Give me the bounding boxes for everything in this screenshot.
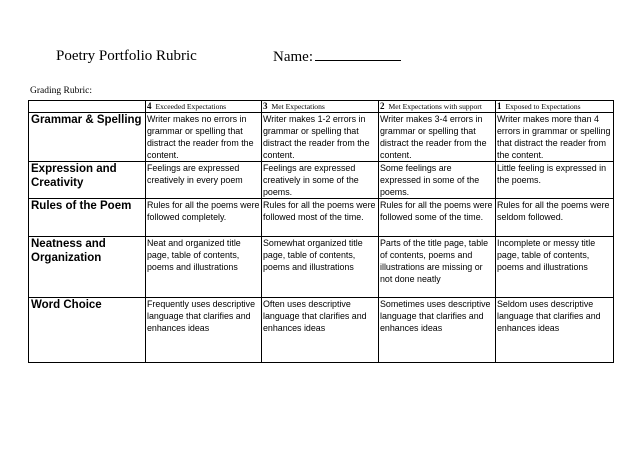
category-grammar-spelling: Grammar & Spelling xyxy=(29,113,146,162)
rubric-cell: Sometimes uses descriptive language that clarifies and enhances ideas xyxy=(379,298,496,363)
rubric-header-row xyxy=(29,101,614,113)
name-label: Name: xyxy=(273,49,313,65)
rubric-cell: Parts of the title page, table of contents, poems and illustrations are missing or not done neatly xyxy=(379,237,496,298)
rubric-cell: Writer makes more than 4 errors in grammar or spelling that distract the reader from the content. xyxy=(496,113,614,162)
rubric-cell: Seldom uses descriptive language that clarifies and enhances ideas xyxy=(496,298,614,363)
rubric-row-expression-creativity xyxy=(29,162,614,199)
rubric-cell: Rules for all the poems were followed most of the time. xyxy=(262,199,379,237)
level-header-3: 3 Met Expectations xyxy=(262,101,379,113)
rubric-cell: Rules for all the poems were followed some of the time. xyxy=(379,199,496,237)
level-header-2: 2 Met Expectations with support xyxy=(379,101,496,113)
rubric-cell: Some feelings are expressed in some of the poems. xyxy=(379,162,496,199)
name-field xyxy=(273,48,401,66)
rubric-cell: Incomplete or messy title page, table of contents, poems and illustrations xyxy=(496,237,614,298)
rubric-cell: Feelings are expressed creatively in some of the poems. xyxy=(262,162,379,199)
rubric-row-grammar-spelling xyxy=(29,113,614,162)
rubric-cell: Often uses descriptive language that clarifies and enhances ideas xyxy=(262,298,379,363)
grading-rubric-label: Grading Rubric: xyxy=(30,86,93,96)
rubric-row-rules-of-poem xyxy=(29,199,614,237)
rubric-cell: Rules for all the poems were seldom followed. xyxy=(496,199,614,237)
level-header-1: 1 Exposed to Expectations xyxy=(496,101,614,113)
category-expression-creativity: Expression and Creativity xyxy=(29,162,146,199)
rubric-cell: Feelings are expressed creatively in every poem xyxy=(146,162,262,199)
header-corner-cell xyxy=(29,101,146,113)
category-rules-of-poem: Rules of the Poem xyxy=(29,199,146,237)
rubric-table xyxy=(28,100,614,363)
name-blank-line[interactable] xyxy=(315,48,401,61)
rubric-cell: Writer makes 1-2 errors in grammar or spelling that distract the reader from the content. xyxy=(262,113,379,162)
rubric-cell: Neat and organized title page, table of contents, poems and illustrations xyxy=(146,237,262,298)
rubric-cell: Somewhat organized title page, table of contents, poems and illustrations xyxy=(262,237,379,298)
category-word-choice: Word Choice xyxy=(29,298,146,363)
rubric-cell: Rules for all the poems were followed completely. xyxy=(146,199,262,237)
rubric-cell: Writer makes 3-4 errors in grammar or spelling that distract the reader from the content. xyxy=(379,113,496,162)
document-title: Poetry Portfolio Rubric xyxy=(56,48,197,64)
rubric-cell: Writer makes no errors in grammar or spelling that distract the reader from the content. xyxy=(146,113,262,162)
rubric-row-word-choice xyxy=(29,298,614,363)
category-neatness-organization: Neatness and Organization xyxy=(29,237,146,298)
rubric-cell: Frequently uses descriptive language that clarifies and enhances ideas xyxy=(146,298,262,363)
level-header-4: 4 Exceeded Expectations xyxy=(146,101,262,113)
rubric-row-neatness-organization xyxy=(29,237,614,298)
rubric-cell: Little feeling is expressed in the poems. xyxy=(496,162,614,199)
